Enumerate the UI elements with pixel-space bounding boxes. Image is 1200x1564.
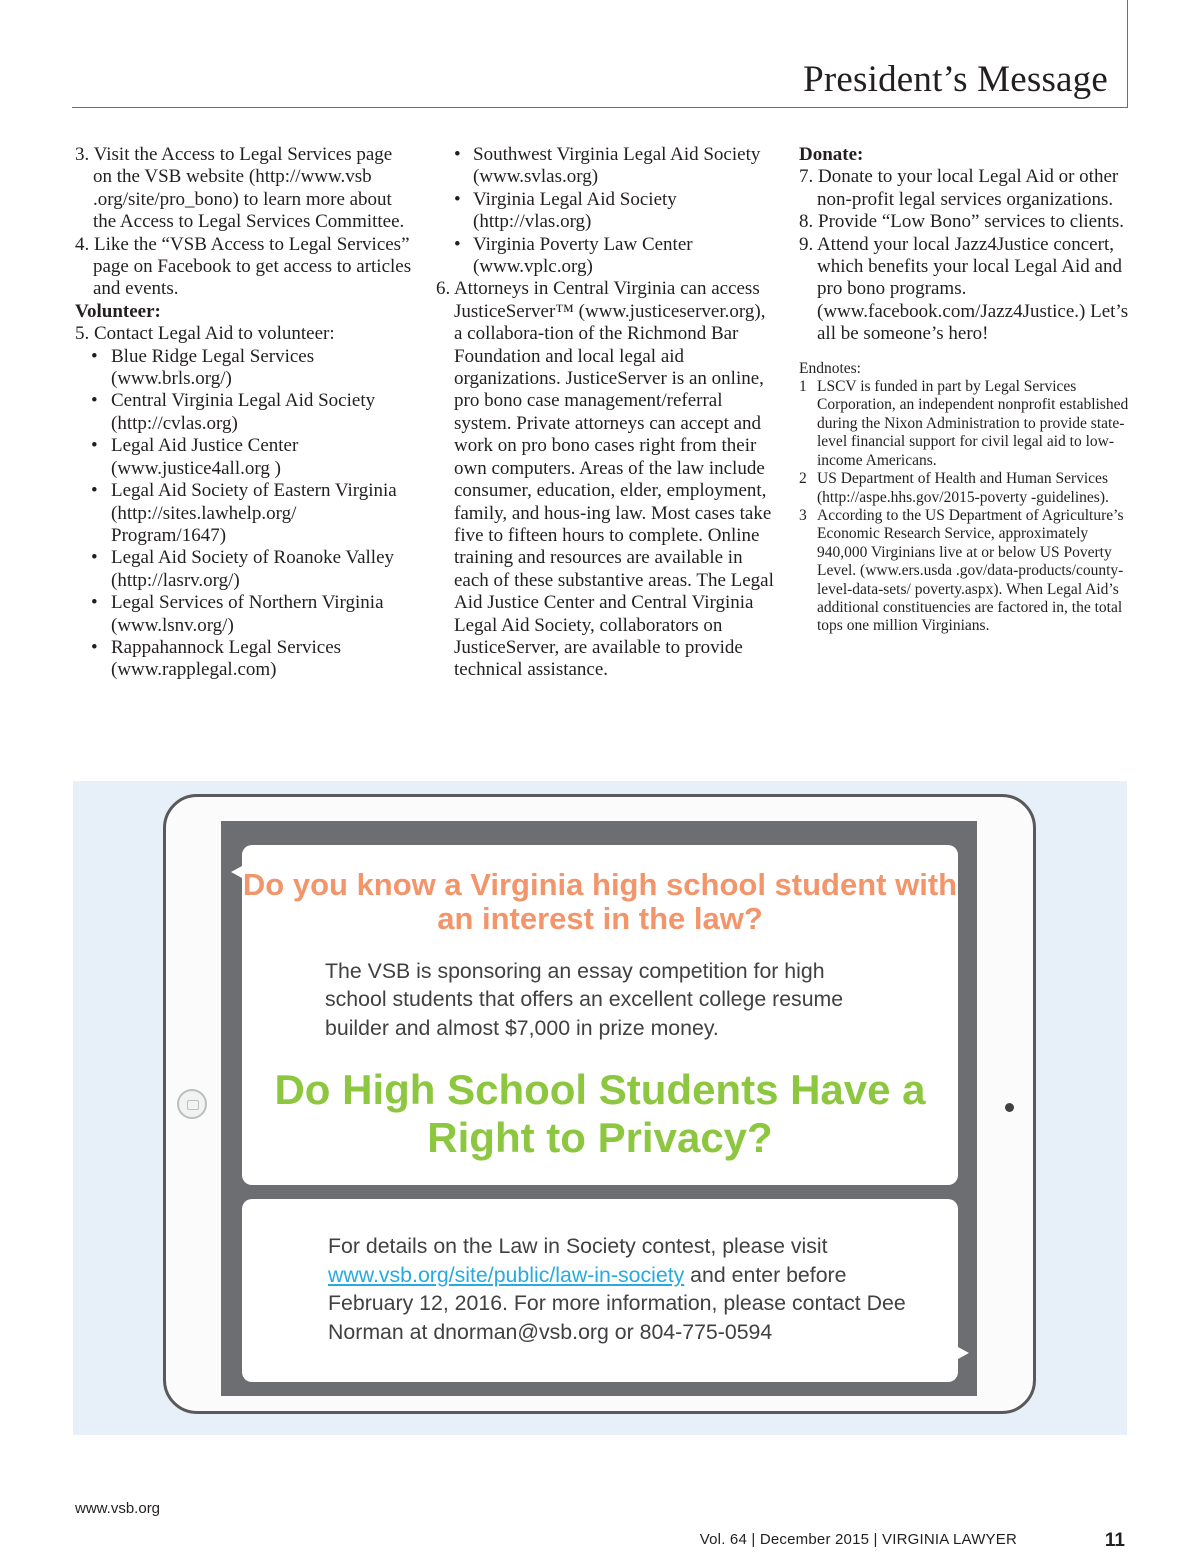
list-item-4: 4. Like the “VSB Access to Legal Services” page on Facebook to get access to articles and events. (75, 233, 412, 300)
details-text: and enter before February 12, 2016. For more information, please contact Dee Norman at dnorman@vsb.org or 804-775-0594 (328, 1262, 906, 1344)
bullet-item: • Virginia Legal Aid Society (http://vlas.org) (436, 189, 776, 234)
list-item-9: 9. Attend your local Jazz4Justice concert, which benefits your local Legal Aid and pro bono programs. (www.facebook.com/Jazz4Justice.) Let’s all be someone’s hero! (799, 233, 1129, 345)
endnote-text: US Department of Health and Human Services (http://aspe.hhs.gov/2015-poverty -guidelines). (817, 470, 1109, 506)
bullet-item: • Legal Aid Justice Center (www.justice4all.org ) (75, 435, 415, 480)
endnote-number: 3 (799, 506, 807, 524)
bullet-item: • Southwest Virginia Legal Aid Society (www.svlas.org) (436, 144, 776, 189)
bubble-tail-left (231, 866, 242, 878)
volunteer-heading: Volunteer: (75, 300, 161, 322)
promo-details (328, 1232, 908, 1346)
tablet-home-button-icon (177, 1089, 207, 1119)
bullet-item: • Legal Aid Society of Roanoke Valley (http://lasrv.org/) (75, 547, 415, 592)
donate-heading: Donate: (799, 144, 864, 165)
footer-issue: Vol. 64 | December 2015 | VIRGINIA LAWYER (699, 1531, 1017, 1548)
essay-topic: Do High School Students Have a Right to Privacy? (274, 1066, 926, 1161)
bullet-item: • Central Virginia Legal Aid Society (http://cvlas.org) (75, 390, 415, 435)
page-number: 11 (1104, 1530, 1125, 1551)
endnote-text: LSCV is funded in part by Legal Services Corporation, an independent nonprofit established during the Nixon Administration to provide state-level financial support for civil legal aid to low-income Americans. (817, 378, 1129, 469)
column-3 (799, 144, 1129, 636)
list-item-6: 6. Attorneys in Central Virginia can access JusticeServer™ (www.justiceserver.org), a collabora-tion of the Richmond Bar Foundation and local legal aid organizations. JusticeServer is an online, pro bono case management/referral system. Private attorneys can accept and work on pro bono cases right from their own computers. Areas of the law include consumer, education, elder, employment, family, and hous-ing law. Most cases take five to fifteen hours to complete. Online training and resources are available in each of these substantive areas. The Legal Aid Justice Center and Central Virginia Legal Aid Society, collaborators on JusticeServer, are available to provide technical assistance. (436, 278, 774, 681)
bubble-tail-right (958, 1347, 969, 1359)
list-item-5: 5. Contact Legal Aid to volunteer: (75, 323, 335, 345)
bullet-item: • Blue Ridge Legal Services (www.brls.org/) (75, 346, 415, 391)
endnotes-heading: Endnotes: (799, 359, 861, 377)
endnote (799, 470, 1129, 507)
header-vertical-rule (1127, 0, 1128, 108)
endnote (799, 378, 1129, 470)
bullet-item: • Rappahannock Legal Services (www.rapplegal.com) (75, 637, 415, 682)
column-2 (436, 144, 776, 682)
endnote-number: 1 (799, 378, 807, 396)
header-rule (72, 107, 1128, 108)
list-item-3: 3. Visit the Access to Legal Services page on the VSB website (http://www.vsb .org/site/pro_bono) to learn more about the Access to Legal Services Committee. (75, 144, 405, 233)
promo-question: Do you know a Virginia high school student with an interest in the law? (242, 867, 958, 936)
column-1 (75, 144, 415, 682)
list-item-7: 7. Donate to your local Legal Aid or other non-profit legal services organizations. (799, 166, 1119, 210)
bullet-item: • Legal Services of Northern Virginia (www.lsnv.org/) (75, 592, 415, 637)
endnote-number: 2 (799, 470, 807, 488)
details-text: For details on the Law in Society contest, please visit (328, 1234, 828, 1258)
list-item-8: 8. Provide “Low Bono” services to clients. (799, 211, 1125, 233)
endnote (799, 507, 1129, 636)
tablet-camera-icon (1005, 1103, 1014, 1112)
bullet-item: • Legal Aid Society of Eastern Virginia (http://sites.lawhelp.org/ Program/1647) (75, 480, 415, 547)
endnote-text: According to the US Department of Agriculture’s Economic Research Service, approximately 940,000 Virginians live at or below US Poverty Level. (www.ers.usda .gov/data-products/county-level-data-sets/ poverty.aspx). When Legal Aid’s additional constituencies are factored in, the total tops one million Virginians. (817, 506, 1124, 635)
footer-website: www.vsb.org (75, 1500, 161, 1517)
bullet-item: • Virginia Poverty Law Center (www.vplc.org) (436, 234, 776, 279)
endnotes (799, 360, 1129, 636)
page-section-title: President’s Message (803, 59, 1108, 100)
contest-link[interactable]: www.vsb.org/site/public/law-in-society (328, 1262, 685, 1287)
promo-description: The VSB is sponsoring an essay competition for high school students that offers an excellent college resume builder and almost $7,000 in prize money. (325, 959, 844, 1040)
